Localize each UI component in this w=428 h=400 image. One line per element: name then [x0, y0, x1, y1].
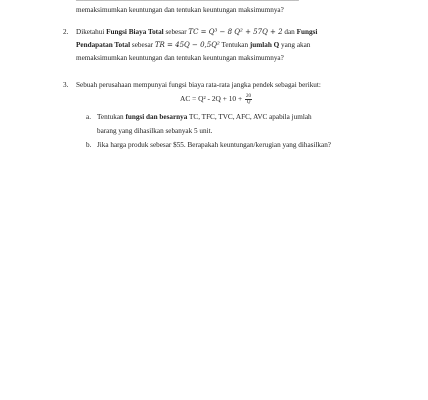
- subquestion-a-label: a.: [86, 113, 91, 121]
- question-2-line-2: Pendapatan Total sebesar TR = 45Q − 0,5Q² Tentukan jumlah Q yang akan: [76, 41, 311, 49]
- subquestion-a-line-1: Tentukan fungsi dan besarnya TC, TFC, TVC, AFC, AVC apabila jumlah: [97, 113, 312, 121]
- question-3-number: 3.: [63, 81, 69, 89]
- ac-formula: AC = Q² - 2Q + 10 + $\frac{20}{Q}$: [180, 94, 252, 105]
- question-2-line-1: Diketahui Fungsi Biaya Total sebesar TC = Q³ − 8 Q² + 57Q + 2 dan Fungsi: [76, 28, 318, 36]
- subquestion-b-line-1: Jika harga produk sebesar $55. Berapakah keuntungan/kerugian yang dihasilkan?: [97, 141, 331, 149]
- subquestion-b-label: b.: [86, 141, 92, 149]
- ac-formula-fraction: $\frac{20}{Q}$: [246, 94, 252, 105]
- question-2-line-3: memaksimumkan keuntungan dan tentukan keuntungan maksimumnya?: [76, 54, 284, 62]
- subquestion-a-line-2: barang yang dihasilkan sebanyak 5 unit.: [97, 127, 213, 135]
- question-3-intro: Sebuah perusahaan mempunyai fungsi biaya rata-rata jangka pendek sebagai berikut:: [76, 81, 321, 89]
- top-fragment-line: memaksimumkan keuntungan dan tentukan keuntungan maksimumnya?: [76, 6, 284, 14]
- cutoff-text-fragment: [60, 0, 360, 2]
- question-2-number: 2.: [63, 28, 69, 36]
